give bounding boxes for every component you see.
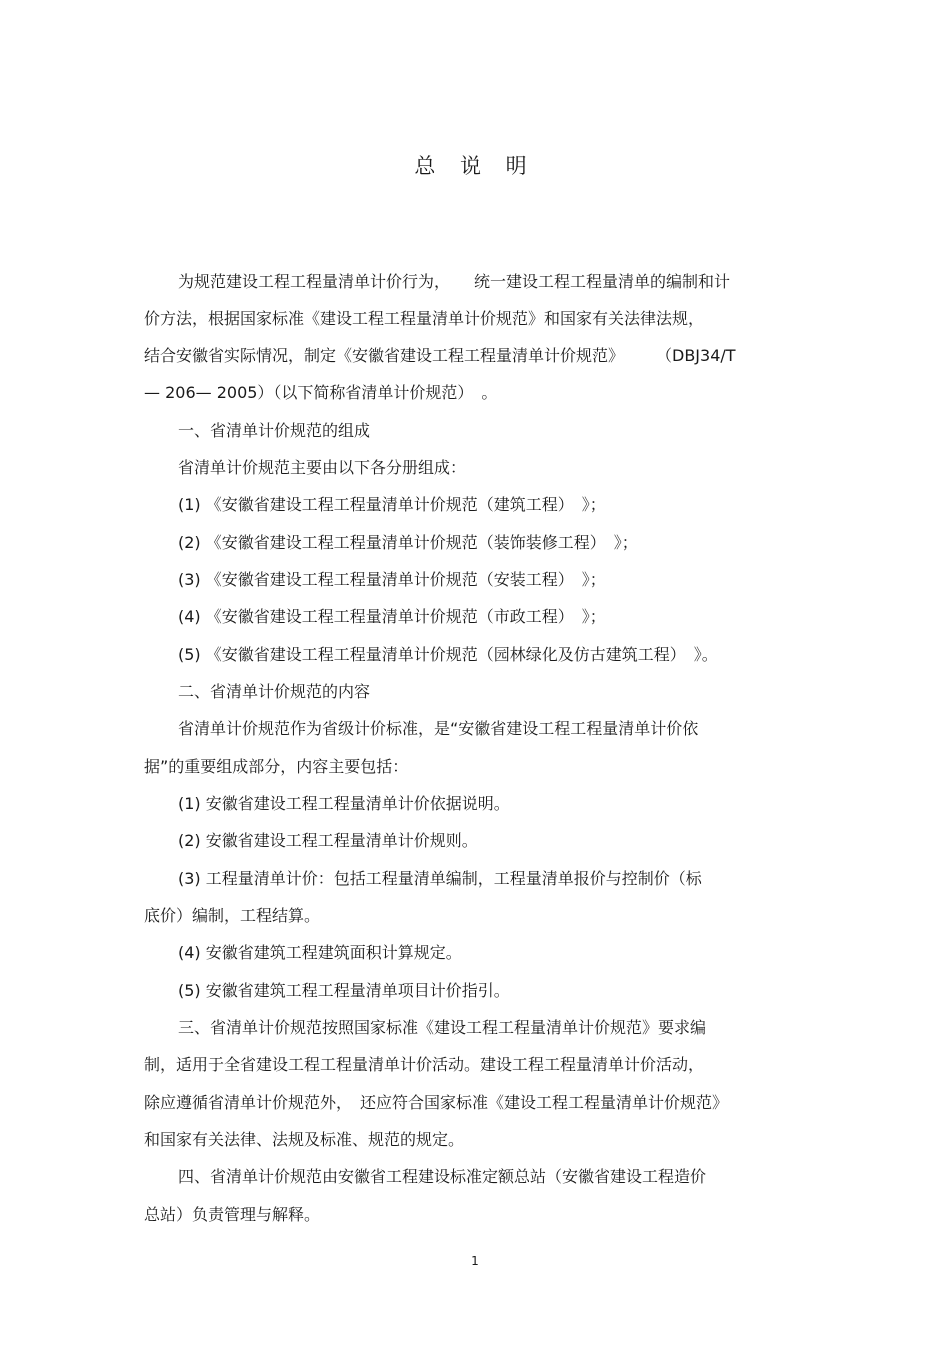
section-heading: 一、省清单计价规范的组成 bbox=[178, 421, 371, 440]
list-item: (5) 《安徽省建设工程工程量清单计价规范（园林绿化及仿古建筑工程） 》。 bbox=[178, 645, 718, 664]
section-heading: 三、省清单计价规范按照国家标准《建设工程工程量清单计价规范》要求编 bbox=[178, 1018, 707, 1037]
page-number: 1 bbox=[471, 1254, 479, 1268]
text-line: 除应遵循省清单计价规范外， 还应符合国家标准《建设工程工程量清单计价规范》 bbox=[144, 1093, 729, 1112]
list-item: (3) 工程量清单计价：包括工程量清单编制，工程量清单报价与控制价（标 bbox=[178, 869, 702, 888]
list-item: (1) 《安徽省建设工程工程量清单计价规范（建筑工程） 》； bbox=[178, 495, 606, 514]
section-heading: 四、省清单计价规范由安徽省工程建设标准定额总站（安徽省建设工程造价 bbox=[178, 1167, 707, 1186]
list-item: (3) 《安徽省建设工程工程量清单计价规范（安装工程） 》； bbox=[178, 570, 606, 589]
list-item: (5) 安徽省建筑工程工程量清单项目计价指引。 bbox=[178, 981, 510, 1000]
text-line: — 206— 2005）（以下简称省清单计价规范） 。 bbox=[144, 383, 498, 402]
text-line: 据”的重要组成部分，内容主要包括： bbox=[144, 757, 409, 776]
text-line: 省清单计价规范主要由以下各分册组成： bbox=[178, 458, 467, 477]
text-line: 价方法，根据国家标准《建设工程工程量清单计价规范》和国家有关法律法规， bbox=[144, 309, 705, 328]
text-line: 制，适用于全省建设工程工程量清单计价活动。建设工程工程量清单计价活动， bbox=[144, 1055, 705, 1074]
list-item: (4) 《安徽省建设工程工程量清单计价规范（市政工程） 》； bbox=[178, 607, 606, 626]
page-title: 总 说 明 bbox=[414, 154, 536, 178]
text-line: 底价）编制，工程结算。 bbox=[144, 906, 321, 925]
text-line: 为规范建设工程工程量清单计价行为， 统一建设工程工程量清单的编制和计 bbox=[178, 272, 731, 291]
text-line: 结合安徽省实际情况，制定《安徽省建设工程工程量清单计价规范》 （DBJ34/T bbox=[144, 346, 736, 365]
list-item: (2) 《安徽省建设工程工程量清单计价规范（装饰装修工程） 》； bbox=[178, 533, 638, 552]
text-line: 省清单计价规范作为省级计价标准，是“安徽省建设工程工程量清单计价依 bbox=[178, 719, 699, 738]
list-item: (4) 安徽省建筑工程建筑面积计算规定。 bbox=[178, 943, 462, 962]
section-heading: 二、省清单计价规范的内容 bbox=[178, 682, 371, 701]
list-item: (1) 安徽省建设工程工程量清单计价依据说明。 bbox=[178, 794, 510, 813]
list-item: (2) 安徽省建设工程工程量清单计价规则。 bbox=[178, 831, 478, 850]
text-line: 和国家有关法律、法规及标准、规范的规定。 bbox=[144, 1130, 465, 1149]
text-line: 总站）负责管理与解释。 bbox=[144, 1205, 321, 1224]
